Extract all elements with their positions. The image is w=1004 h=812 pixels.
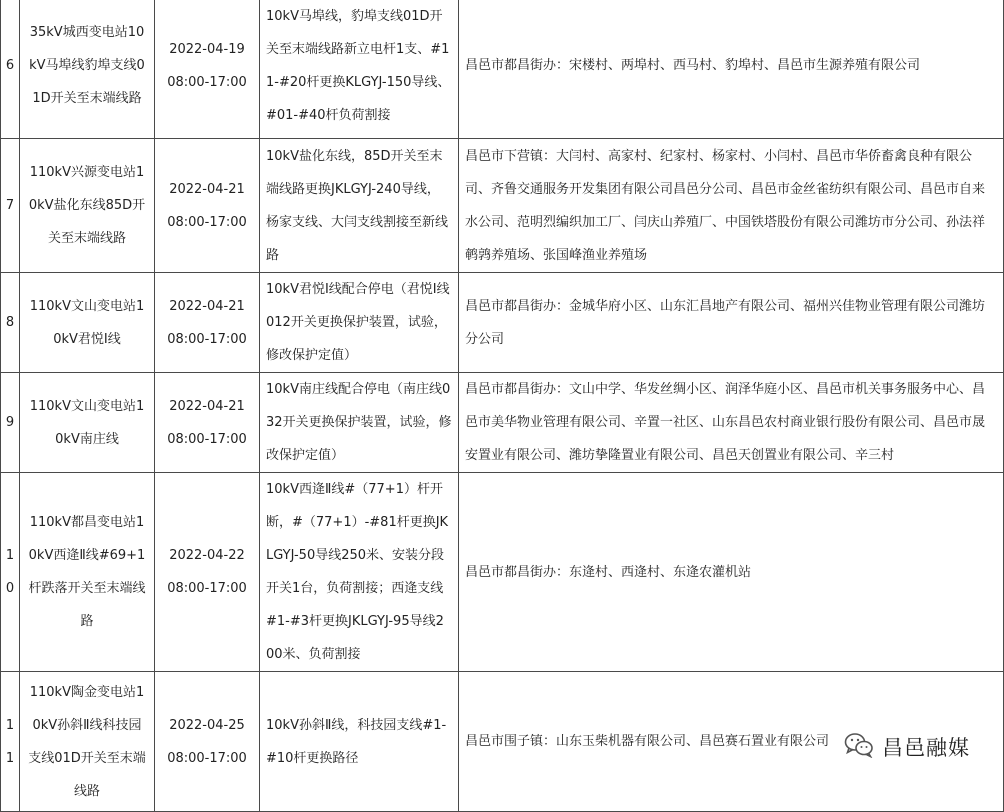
row-number: 6 — [1, 0, 20, 139]
work-content: 10kV西逄Ⅱ线#（77+1）杆开断，#（77+1）-#81杆更换JKLGYJ-50导线250米、安装分段开关1台，负荷割接；西逄支线#1-#3杆更换JKLGYJ-95导线200米、负荷割接 — [260, 473, 459, 672]
substation-line: 35kV城西变电站10kV马埠线豹埠支线01D开关至末端线路 — [20, 0, 155, 139]
table-row — [1, 473, 1004, 672]
affected-area: 昌邑市都昌街办：文山中学、华发丝绸小区、润泽华庭小区、昌邑市机关事务服务中心、昌邑市美华物业管理有限公司、辛置一社区、山东昌邑农村商业银行股份有限公司、昌邑市晟安置业有限公司、潍坊挚隆置业有限公司、昌邑天创置业有限公司、辛三村 — [459, 373, 1004, 473]
substation-line: 110kV文山变电站10kV君悦Ⅰ线 — [20, 273, 155, 373]
row-number: 9 — [1, 373, 20, 473]
outage-date: 2022-04-25 — [169, 717, 245, 733]
table-row — [1, 139, 1004, 273]
outage-time — [155, 273, 260, 373]
table-row — [1, 0, 1004, 139]
outage-date: 2022-04-19 — [169, 41, 245, 57]
outage-time — [155, 139, 260, 273]
outage-hours: 08:00-17:00 — [167, 750, 247, 766]
outage-date: 2022-04-21 — [169, 181, 245, 197]
substation-line: 110kV陶金变电站10kV孙斜Ⅱ线科技园支线01D开关至末端线路 — [20, 672, 155, 812]
row-number: 11 — [1, 672, 20, 812]
work-content: 10kV盐化东线，85D开关至末端线路更换JKLGYJ-240导线，杨家支线、大闫支线割接至新线路 — [260, 139, 459, 273]
outage-hours: 08:00-17:00 — [167, 331, 247, 347]
substation-line: 110kV文山变电站10kV南庄线 — [20, 373, 155, 473]
wechat-icon — [844, 732, 874, 762]
outage-hours: 08:00-17:00 — [167, 74, 247, 90]
substation-line: 110kV兴源变电站10kV盐化东线85D开关至末端线路 — [20, 139, 155, 273]
affected-area: 昌邑市围子镇：山东玉柴机器有限公司、昌邑赛石置业有限公司 — [459, 672, 1004, 812]
affected-area: 昌邑市都昌街办：金城华府小区、山东汇昌地产有限公司、福州兴佳物业管理有限公司潍坊分公司 — [459, 273, 1004, 373]
work-content: 10kV孙斜Ⅱ线，科技园支线#1-#10杆更换路径 — [260, 672, 459, 812]
watermark-text: 昌邑融媒 — [882, 736, 970, 760]
outage-time — [155, 373, 260, 473]
substation-line: 110kV都昌变电站10kV西逄Ⅱ线#69+1杆跌落开关至末端线路 — [20, 473, 155, 672]
outage-hours: 08:00-17:00 — [167, 581, 247, 596]
row-number: 7 — [1, 139, 20, 273]
outage-date: 2022-04-22 — [169, 548, 245, 563]
outage-hours: 08:00-17:00 — [167, 214, 247, 230]
affected-area: 昌邑市下营镇：大闫村、高家村、纪家村、杨家村、小闫村、昌邑市华侨畜禽良种有限公司、齐鲁交通服务开发集团有限公司昌邑分公司、昌邑市金丝雀纺织有限公司、昌邑市自来水公司、范明烈编织加工厂、闫庆山养殖厂、中国铁塔股份有限公司潍坊市分公司、孙法祥鹌鹑养殖场、张国峰渔业养殖场 — [459, 139, 1004, 273]
outage-hours: 08:00-17:00 — [167, 431, 247, 447]
outage-date: 2022-04-21 — [169, 398, 245, 414]
outage-date: 2022-04-21 — [169, 298, 245, 314]
affected-area: 昌邑市都昌街办：宋楼村、两埠村、西马村、豹埠村、昌邑市生源养殖有限公司 — [459, 0, 1004, 139]
outage-time — [155, 473, 260, 672]
work-content: 10kV君悦Ⅰ线配合停电（君悦Ⅰ线012开关更换保护装置，试验，修改保护定值） — [260, 273, 459, 373]
watermark — [844, 732, 970, 762]
row-number: 10 — [1, 473, 20, 672]
work-content: 10kV马埠线，豹埠支线01D开关至末端线路新立电杆1支、#11-#20杆更换KLGYJ-150导线、#01-#40杆负荷割接 — [260, 0, 459, 139]
affected-area: 昌邑市都昌街办：东逄村、西逄村、东逄农灌机站 — [459, 473, 1004, 672]
table-row — [1, 273, 1004, 373]
table-row — [1, 373, 1004, 473]
work-content: 10kV南庄线配合停电（南庄线032开关更换保护装置，试验，修改保护定值） — [260, 373, 459, 473]
row-number: 8 — [1, 273, 20, 373]
outage-time — [155, 0, 260, 139]
outage-time — [155, 672, 260, 812]
